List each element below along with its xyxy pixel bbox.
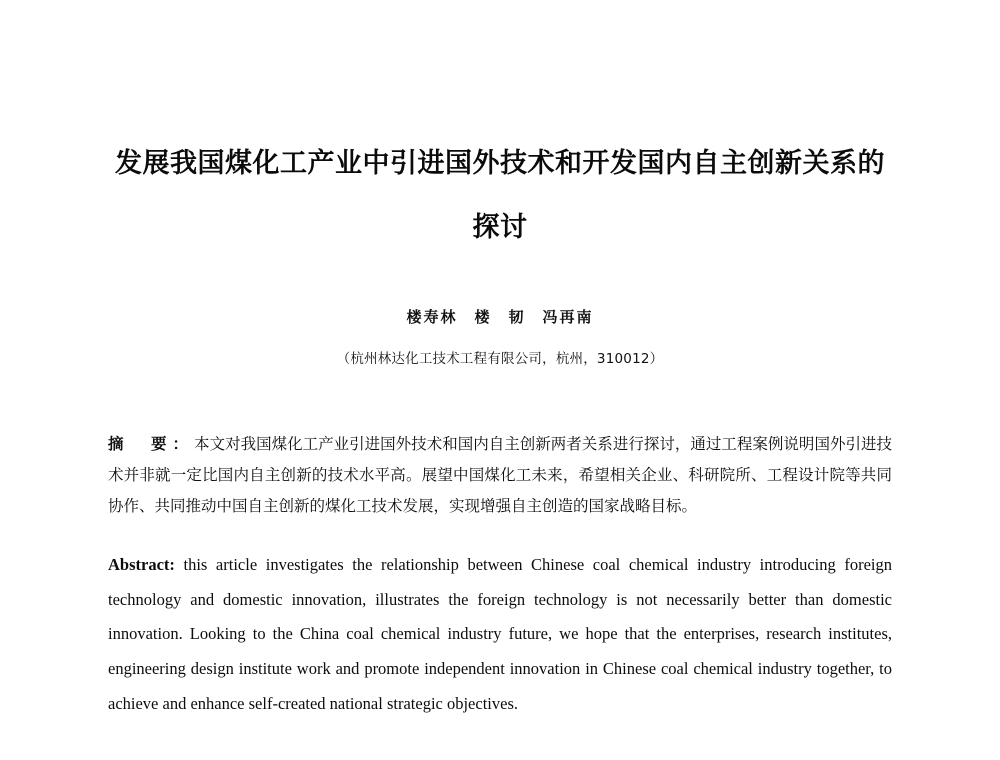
abstract-chinese-body: 本文对我国煤化工产业引进国外技术和国内自主创新两者关系进行探讨，通过工程案例说明国外引进技术并非就一定比国内自主创新的技术水平高。展望中国煤化工未来，希望相关企业、科研院所、工程设计院等共同协作、共同推动中国自主创新的煤化工技术发展，实现增强自主创造的国家战略目标。 [108,435,892,515]
author-list: 楼寿林 楼 韧 冯再南 [406,308,594,326]
page-title: 发展我国煤化工产业中引进国外技术和开发国内自主创新关系的 [115,148,885,179]
abstract-english [108,522,892,721]
abstract-english-label: Abstract: [108,555,175,574]
abstract-chinese-label: 摘 要： [108,435,195,453]
abstract-chinese [108,367,892,522]
abstract-english-body: this article investigates the relationship between Chinese coal chemical industry introducing foreign technology and domestic innovation, illustrates the foreign technology is not necessarily better than domestic innovation. Looking to the China coal chemical industry future, we hope that the enterprises, research institutes, engineering design institute work and promote independent innovation in Chinese coal chemical industry together, to achieve and enhance self-created national strategic objectives. [108,555,892,713]
page-title-continuation: 探讨 [472,212,528,243]
affiliation: （杭州林达化工技术工程有限公司，杭州，310012） [336,351,664,367]
